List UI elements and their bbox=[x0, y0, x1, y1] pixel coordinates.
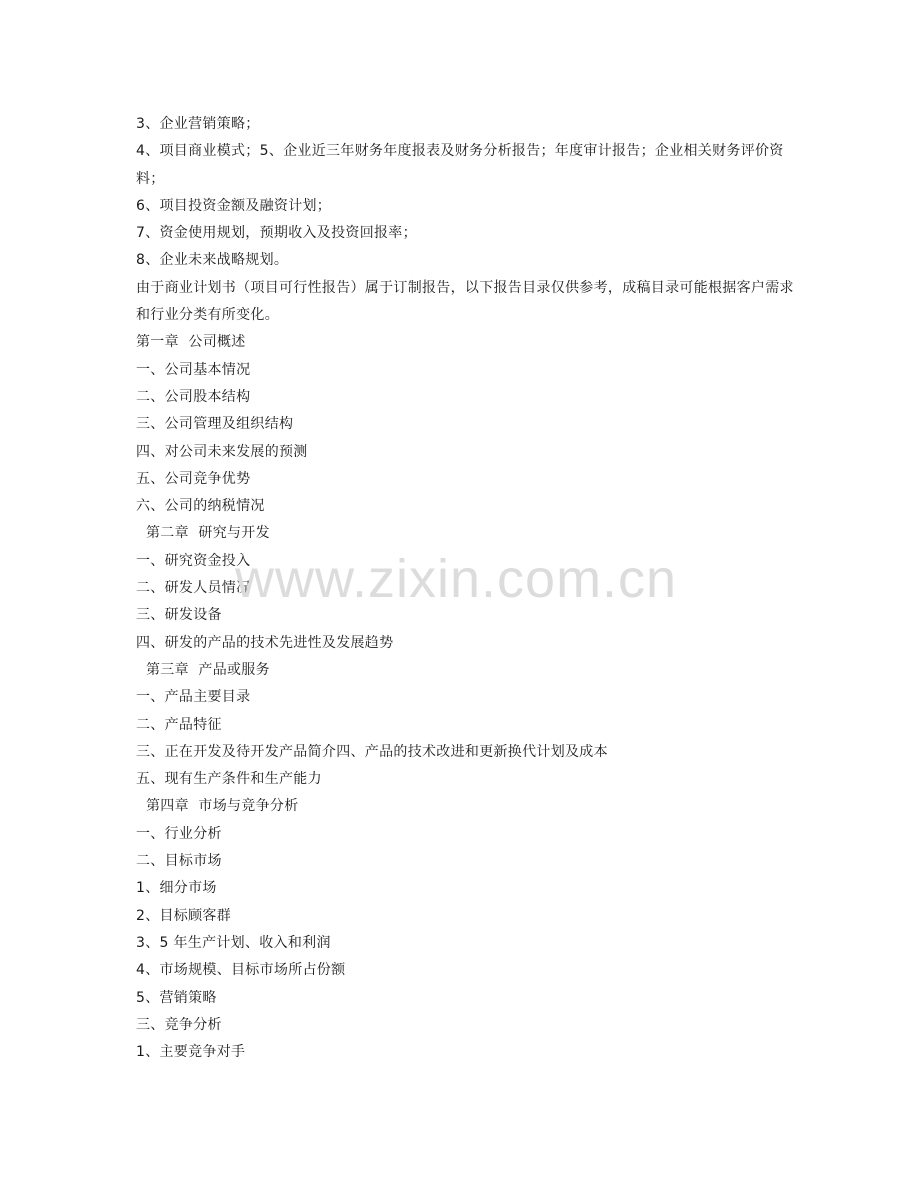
text-line: 3、企业营销策略； bbox=[136, 116, 260, 132]
section-item: 六、公司的纳税情况 bbox=[136, 498, 265, 515]
section-item: 一、产品主要目录 bbox=[136, 689, 251, 706]
section-item: 三、竞争分析 bbox=[136, 1016, 222, 1033]
section-item: 三、公司管理及组织结构 bbox=[136, 416, 294, 433]
section-item: 一、研究资金投入 bbox=[136, 552, 251, 569]
section-item: 二、目标市场 bbox=[136, 853, 222, 870]
subsection-item: 2、目标顾客群 bbox=[136, 907, 232, 924]
subsection-item: 5、营销策略 bbox=[136, 989, 217, 1006]
text-line: 7、资金使用规划，预期收入及投资回报率； bbox=[136, 225, 417, 242]
document-body bbox=[136, 111, 796, 1066]
subsection-item: 1、主要竞争对手 bbox=[136, 1044, 246, 1061]
section-item: 三、研发设备 bbox=[136, 607, 222, 624]
subsection-item: 3、5 年生产计划、收入和利润 bbox=[136, 934, 331, 951]
watermark-text: www.zixin.com.cn bbox=[235, 549, 678, 609]
section-item: 四、对公司未来发展的预测 bbox=[136, 443, 308, 460]
subsection-item: 4、市场规模、目标市场所占份额 bbox=[136, 962, 346, 979]
section-item: 一、行业分析 bbox=[136, 825, 222, 842]
chapter-heading: 第一章 公司概述 bbox=[136, 334, 246, 351]
subsection-item: 1、细分市场 bbox=[136, 880, 217, 897]
section-item: 二、研发人员情况 bbox=[136, 580, 251, 597]
section-item: 四、研发的产品的技术先进性及发展趋势 bbox=[136, 634, 394, 651]
chapter-heading: 第四章 市场与竞争分析 bbox=[146, 798, 299, 815]
text-line: 6、项目投资金额及融资计划； bbox=[136, 197, 332, 214]
chapter-heading: 第二章 研究与开发 bbox=[146, 525, 270, 542]
text-line: 由于商业计划书（项目可行性报告）属于订制报告，以下报告目录仅供参考，成稿目录可能根据客户需求和行业分类有所变化。 bbox=[136, 279, 794, 324]
section-item: 五、公司竞争优势 bbox=[136, 470, 251, 487]
section-item: 五、现有生产条件和生产能力 bbox=[136, 771, 322, 788]
section-item: 二、公司股本结构 bbox=[136, 388, 251, 405]
chapter-heading: 第三章 产品或服务 bbox=[146, 661, 270, 678]
text-line: 8、企业未来战略规划。 bbox=[136, 252, 289, 269]
section-item: 三、正在开发及待开发产品简介四、产品的技术改进和更新换代计划及成本 bbox=[136, 743, 608, 760]
section-item: 二、产品特征 bbox=[136, 716, 222, 733]
section-item: 一、公司基本情况 bbox=[136, 361, 251, 378]
text-line: 4、项目商业模式；5、企业近三年财务年度报表及财务分析报告；年度审计报告；企业相关财务评价资料； bbox=[136, 143, 784, 187]
